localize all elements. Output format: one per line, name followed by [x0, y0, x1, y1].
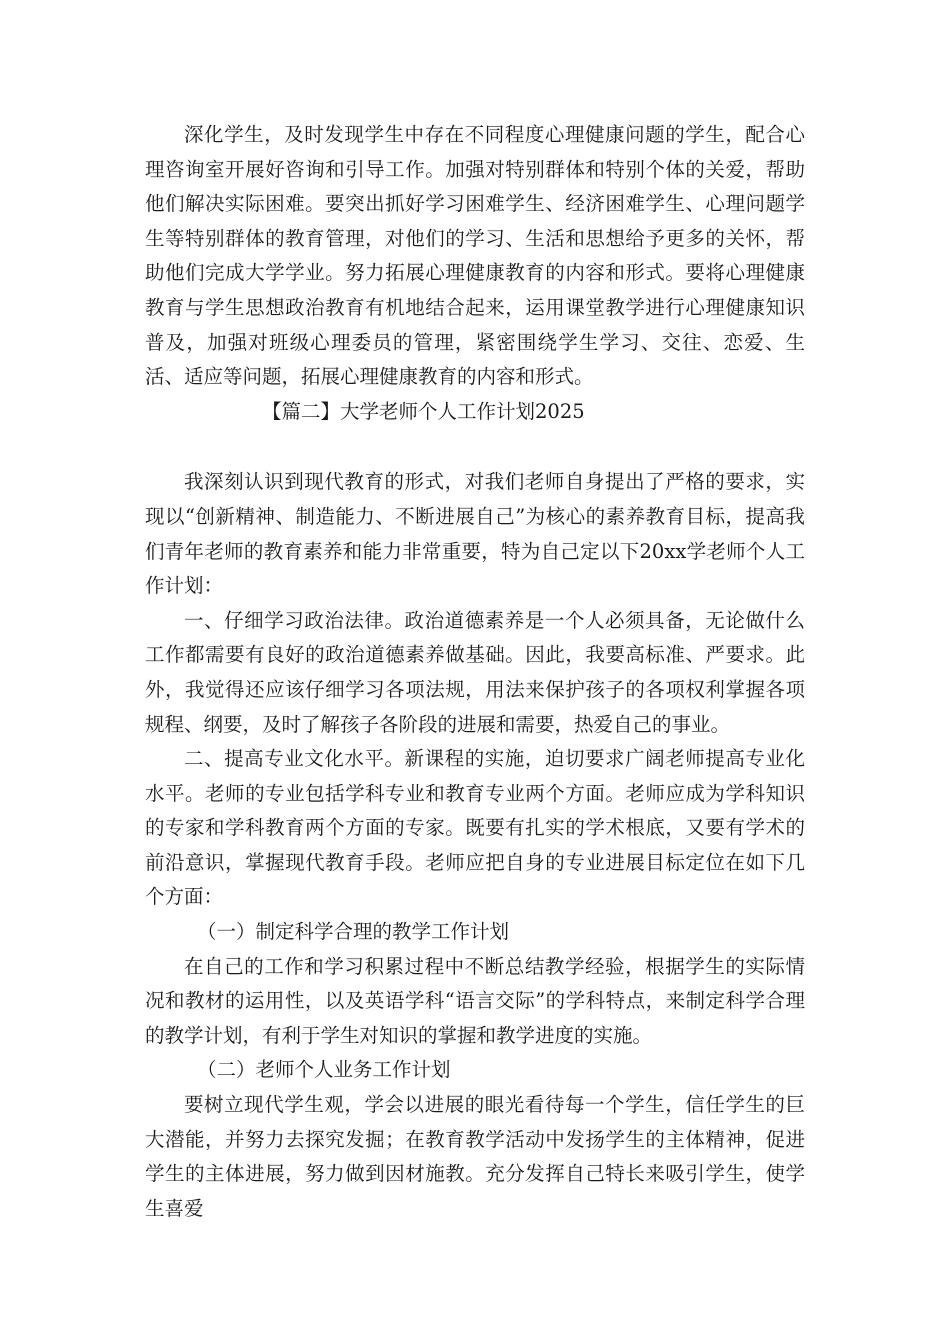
subheading-teaching-plan: （一）制定科学合理的教学工作计划	[197, 920, 510, 944]
paragraph-student-view: 要树立现代学生观，学会以进展的眼光看待每一个学生，信任学生的巨大潜能，并努力去探究发掘；在教育教学活动中发扬学生的主体精神，促进学生的主体进展，努力做到因材施教。充分发挥自己特长来吸引学生，使学生喜爱	[145, 1093, 805, 1220]
document-body	[145, 118, 805, 1226]
paragraph-professional-level: 二、提高专业文化水平。新课程的实施，迫切要求广阔老师提高专业化水平。老师的专业包括学科专业和教育专业两个方面。老师应成为学科知识的专家和学科教育两个方面的专家。既要有扎实的学术根底，又要有学术的前沿意识，掌握现代教育手段。老师应把自身的专业进展目标定位在如下几个方面：	[145, 747, 805, 909]
paragraph-politics-law: 一、仔细学习政治法律。政治道德素养是一个人必须具备，无论做什么工作都需要有良好的政治道德素养做基础。因此，我要高标准、严要求。此外，我觉得还应该仔细学习各项法规，用法来保护孩子的各项权利掌握各项规程、纲要，及时了解孩子各阶段的进展和需要，热爱自己的事业。	[145, 608, 805, 736]
paragraph-mental-health: 深化学生，及时发现学生中存在不同程度心理健康问题的学生，配合心理咨询室开展好咨询和引导工作。加强对特别群体和特别个体的关爱，帮助他们解决实际困难。要突出抓好学习困难学生、经济困难学生、心理问题学生等特别群体的教育管理，对他们的学习、生活和思想给予更多的关怀，帮助他们完成大学学业。努力拓展心理健康教育的内容和形式。要将心理健康教育与学生思想政治教育有机地结合起来，运用课堂教学进行心理健康知识普及，加强对班级心理委员的管理，紧密围绕学生学习、交往、恋爱、生活、适应等问题，拓展心理健康教育的内容和形式。	[145, 123, 805, 389]
paragraph-intro: 我深刻认识到现代教育的形式，对我们老师自身提出了严格的要求，实现以“创新精神、制造能力、不断进展自己”为核心的素养教育目标，提高我们青年老师的教育素养和能力非常重要，特为自己定以下20xx学老师个人工作计划：	[145, 470, 805, 598]
paragraph-teaching-plan: 在自己的工作和学习积累过程中不断总结教学经验，根据学生的实际情况和教材的运用性，以及英语学科“语言交际”的学科特点，来制定科学合理的教学计划，有利于学生对知识的掌握和教学进度的实施。	[145, 954, 805, 1047]
subheading-personal-plan: （二）老师个人业务工作计划	[197, 1058, 451, 1082]
blank-line	[145, 429, 805, 465]
section-title: 【篇二】大学老师个人工作计划2025	[262, 399, 585, 423]
